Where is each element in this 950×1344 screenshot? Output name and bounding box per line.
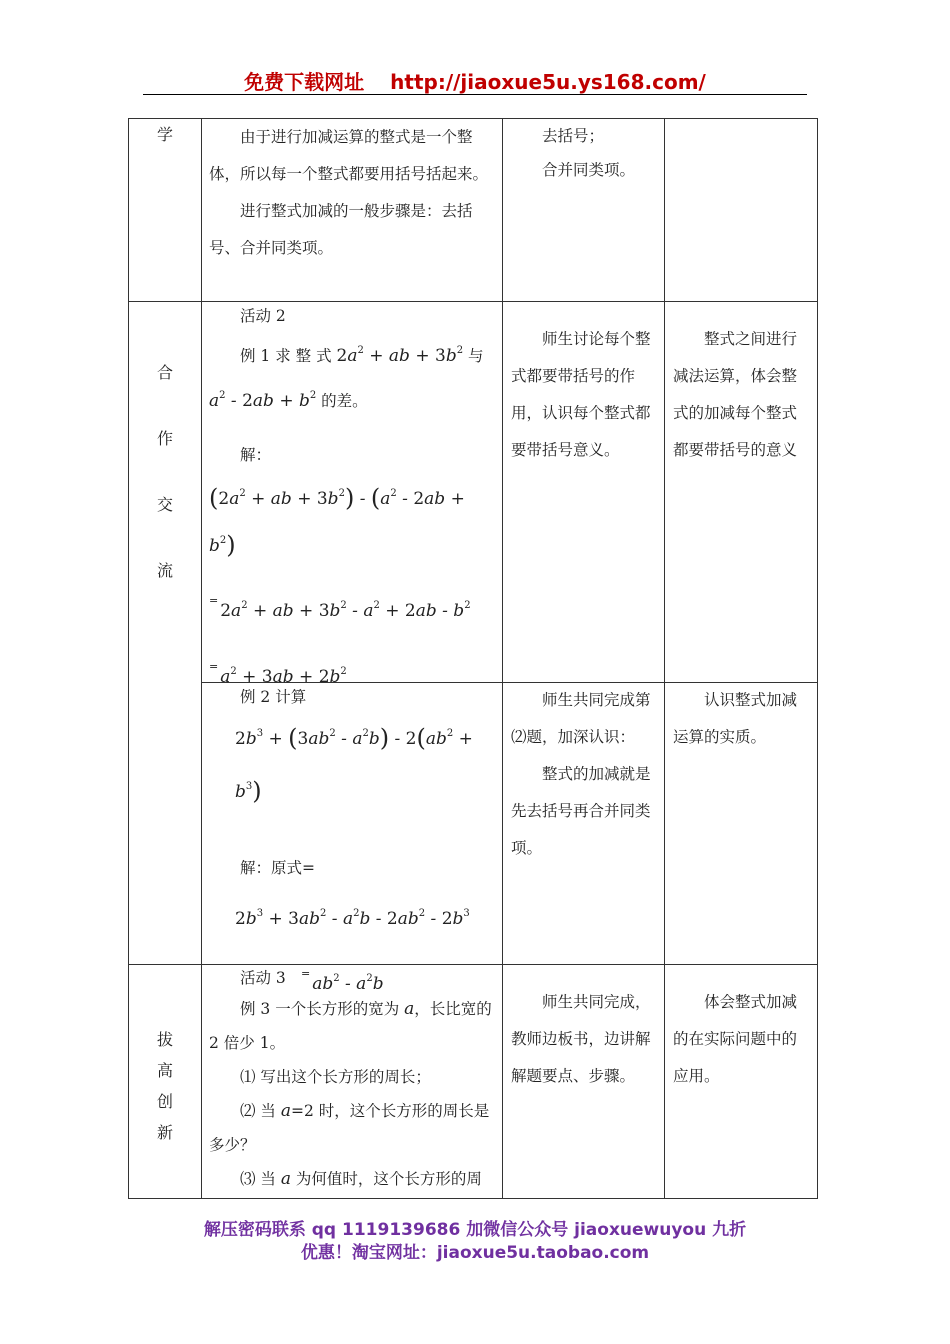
question-3-text: ⑶ 当 [240, 1170, 281, 1188]
header-title: 免费下载网址 [244, 70, 365, 94]
question-1: ⑴ 写出这个长方形的周长； [240, 1068, 431, 1086]
question-2-text: =2 时，这个长方形的周长是多少？ [209, 1102, 490, 1154]
stage-char: 流 [156, 561, 173, 580]
stage-label-4 [129, 1024, 201, 1148]
example-1-cont [209, 379, 495, 423]
stage-char: 交 [156, 495, 173, 514]
solution-step-1 [209, 475, 495, 569]
intent-note: 整式之间进行减法运算，体会整式的加减每个整式都要带括号的意义 [673, 330, 798, 459]
content-cell-4 [209, 964, 495, 1196]
activity-label: 活动 2 [240, 307, 286, 325]
example-1-prefix: 例 1 求 整 式 [240, 347, 332, 365]
teacher-note: 整式的加减就是先去括号再合并同类项。 [511, 765, 651, 857]
equals-sign: = [209, 594, 219, 607]
stage-char: 新 [156, 1123, 173, 1142]
math-expression: $2a^2$ + ab + $3b^2 - a^2 + 2ab - b^2$ [220, 600, 471, 621]
intent-note: 体会整式加减的在实际问题中的应用。 [673, 993, 798, 1085]
activity-item: 去括号； [542, 127, 605, 145]
example-3 [209, 992, 495, 1060]
activity-cell-1 [511, 119, 657, 187]
question-3 [209, 1162, 495, 1196]
example-2-label: 例 2 计算 [240, 688, 307, 706]
equals-sign: = [301, 967, 311, 980]
stage-char: 高 [156, 1061, 173, 1080]
math-expression: $2a^2$ + ab + $3b^2$ [336, 345, 464, 366]
content-paragraph: 进行整式加减的一般步骤是：去括号、合并同类项。 [209, 202, 473, 257]
teacher-note: 师生共同完成第⑵题，加深认识： [511, 691, 651, 746]
math-expression: $a^2 + 3ab + 2b^2$ [220, 666, 347, 687]
content-cell-1 [209, 119, 495, 267]
header-divider [143, 94, 807, 95]
stage-char: 作 [156, 429, 173, 448]
content-paragraph: 由于进行加减运算的整式是一个整体，所以每一个整式都要用括号括起来。 [209, 128, 489, 183]
teacher-note: 师生讨论每个整式都要带括号的作用，认识每个整式都要带括号意义。 [511, 330, 651, 459]
column-divider [201, 119, 202, 1198]
stage-char: 创 [156, 1092, 173, 1111]
activity-cell-4 [511, 984, 657, 1095]
stage-label-2 [129, 353, 201, 617]
stage-char: 拔 [156, 1030, 173, 1049]
intent-cell-4 [673, 984, 809, 1095]
column-divider [502, 119, 503, 1198]
math-expression: $2b^3 + (3ab^2 - a^2b) - 2(ab^2 + b^3)$ [235, 724, 473, 805]
math-expression: $ab^2 - a^2b$ [312, 973, 384, 994]
activity-label: 活动 3 [240, 969, 286, 987]
footer-line-1: 解压密码联系 qq 1119139686 加微信公众号 jiaoxuewuyou 九折 [203, 1220, 747, 1240]
variable-a: a [404, 999, 415, 1019]
math-expression: ($2a^2$ + ab + $3b^2) - (a^2 - 2ab + b^2)$ [209, 484, 465, 559]
question-2-text: ⑵ 当 [240, 1102, 281, 1120]
content-cell-3 [209, 682, 495, 1012]
question-2 [209, 1094, 495, 1162]
solution-label: 解： [240, 446, 272, 464]
example-2-expression [209, 712, 495, 818]
example-3-text: ，长比宽的 2 倍少 1。 [209, 1000, 492, 1052]
page-header [0, 66, 950, 95]
footer-line-2[interactable]: 优惠！淘宝网址：jiaoxue5u.taobao.com [300, 1243, 650, 1263]
page-footer [0, 1219, 950, 1265]
solution-label: 解：原式= [240, 859, 315, 877]
activity-item: 合并同类项。 [542, 161, 636, 179]
content-cell-2 [209, 301, 495, 705]
stage-char: 合 [156, 363, 173, 382]
solution-step-2 [209, 573, 495, 639]
variable-a: a [280, 1169, 291, 1189]
intent-cell-3 [673, 682, 809, 756]
intent-cell-2 [673, 321, 809, 469]
lesson-table [128, 118, 818, 1199]
example-1-suffix: 的差。 [321, 392, 368, 410]
example-1-mid: 与 [468, 347, 484, 365]
activity-cell-2 [511, 321, 657, 469]
example-3-text: 例 3 一个长方形的宽为 [240, 1000, 405, 1018]
solution-step-1 [209, 892, 495, 946]
example-1 [209, 333, 495, 379]
teacher-note: 师生共同完成，教师边板书，边讲解解题要点、步骤。 [511, 993, 651, 1085]
header-url[interactable]: http://jiaoxue5u.ys168.com/ [390, 70, 706, 94]
math-expression: $2b^3 + 3ab^2 - a^2b - 2ab^2 - 2b^3$ [235, 908, 470, 929]
question-3-text: 为何值时，这个长方形的周 [291, 1170, 482, 1188]
equals-sign: = [209, 660, 219, 673]
intent-note: 认识整式加减运算的实质。 [673, 691, 798, 746]
variable-a: a [280, 1101, 291, 1121]
column-divider [664, 119, 665, 1198]
stage-label-1: 学 [156, 125, 173, 144]
math-expression: $a^2 - 2ab + b^2$ [209, 390, 317, 411]
activity-cell-3 [511, 682, 657, 867]
